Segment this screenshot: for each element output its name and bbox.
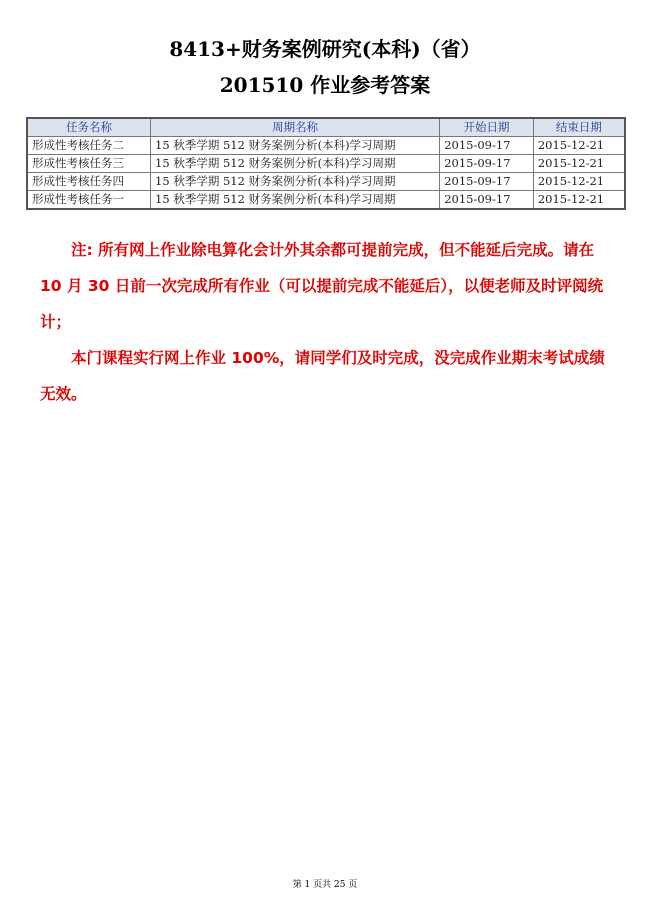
document-title: 8413+财务案例研究(本科)（省）	[169, 37, 481, 61]
document-subtitle: 201510 作业参考答案	[219, 73, 431, 97]
cell-period-name: 15 秋季学期 512 财务案例分析(本科)学习周期	[151, 173, 440, 191]
table-row	[27, 137, 625, 155]
cell-end-date: 2015-12-21	[533, 173, 625, 191]
cell-task-name: 形成性考核任务一	[27, 191, 151, 210]
header-start-date: 开始日期	[440, 118, 534, 137]
cell-period-name: 15 秋季学期 512 财务案例分析(本科)学习周期	[151, 137, 440, 155]
cell-period-name: 15 秋季学期 512 财务案例分析(本科)学习周期	[151, 191, 440, 210]
cell-end-date: 2015-12-21	[533, 137, 625, 155]
cell-start-date: 2015-09-17	[440, 191, 534, 210]
header-end-date: 结束日期	[533, 118, 625, 137]
table-row	[27, 191, 625, 210]
note-paragraph-requirement: 本门课程实行网上作业 100%，请同学们及时完成，没完成作业期末考试成绩无效。	[40, 349, 605, 403]
page-number: 第 1 页共 25 页	[292, 880, 358, 890]
cell-task-name: 形成性考核任务二	[27, 137, 151, 155]
cell-period-name: 15 秋季学期 512 财务案例分析(本科)学习周期	[151, 155, 440, 173]
note-paragraph-deadline: 注: 所有网上作业除电算化会计外其余都可提前完成，但不能延后完成。请在 10 月 30 日前一次完成所有作业（可以提前完成不能延后），以便老师及时评阅统计；	[40, 241, 604, 331]
table-header-row	[27, 118, 625, 137]
cell-task-name: 形成性考核任务四	[27, 173, 151, 191]
notes-section	[40, 232, 620, 412]
cell-end-date: 2015-12-21	[533, 155, 625, 173]
task-table	[26, 117, 626, 210]
header-task-name: 任务名称	[27, 118, 151, 137]
cell-start-date: 2015-09-17	[440, 173, 534, 191]
table-row	[27, 155, 625, 173]
cell-task-name: 形成性考核任务三	[27, 155, 151, 173]
table-row	[27, 173, 625, 191]
cell-end-date: 2015-12-21	[533, 191, 625, 210]
cell-start-date: 2015-09-17	[440, 137, 534, 155]
cell-start-date: 2015-09-17	[440, 155, 534, 173]
header-period-name: 周期名称	[151, 118, 440, 137]
